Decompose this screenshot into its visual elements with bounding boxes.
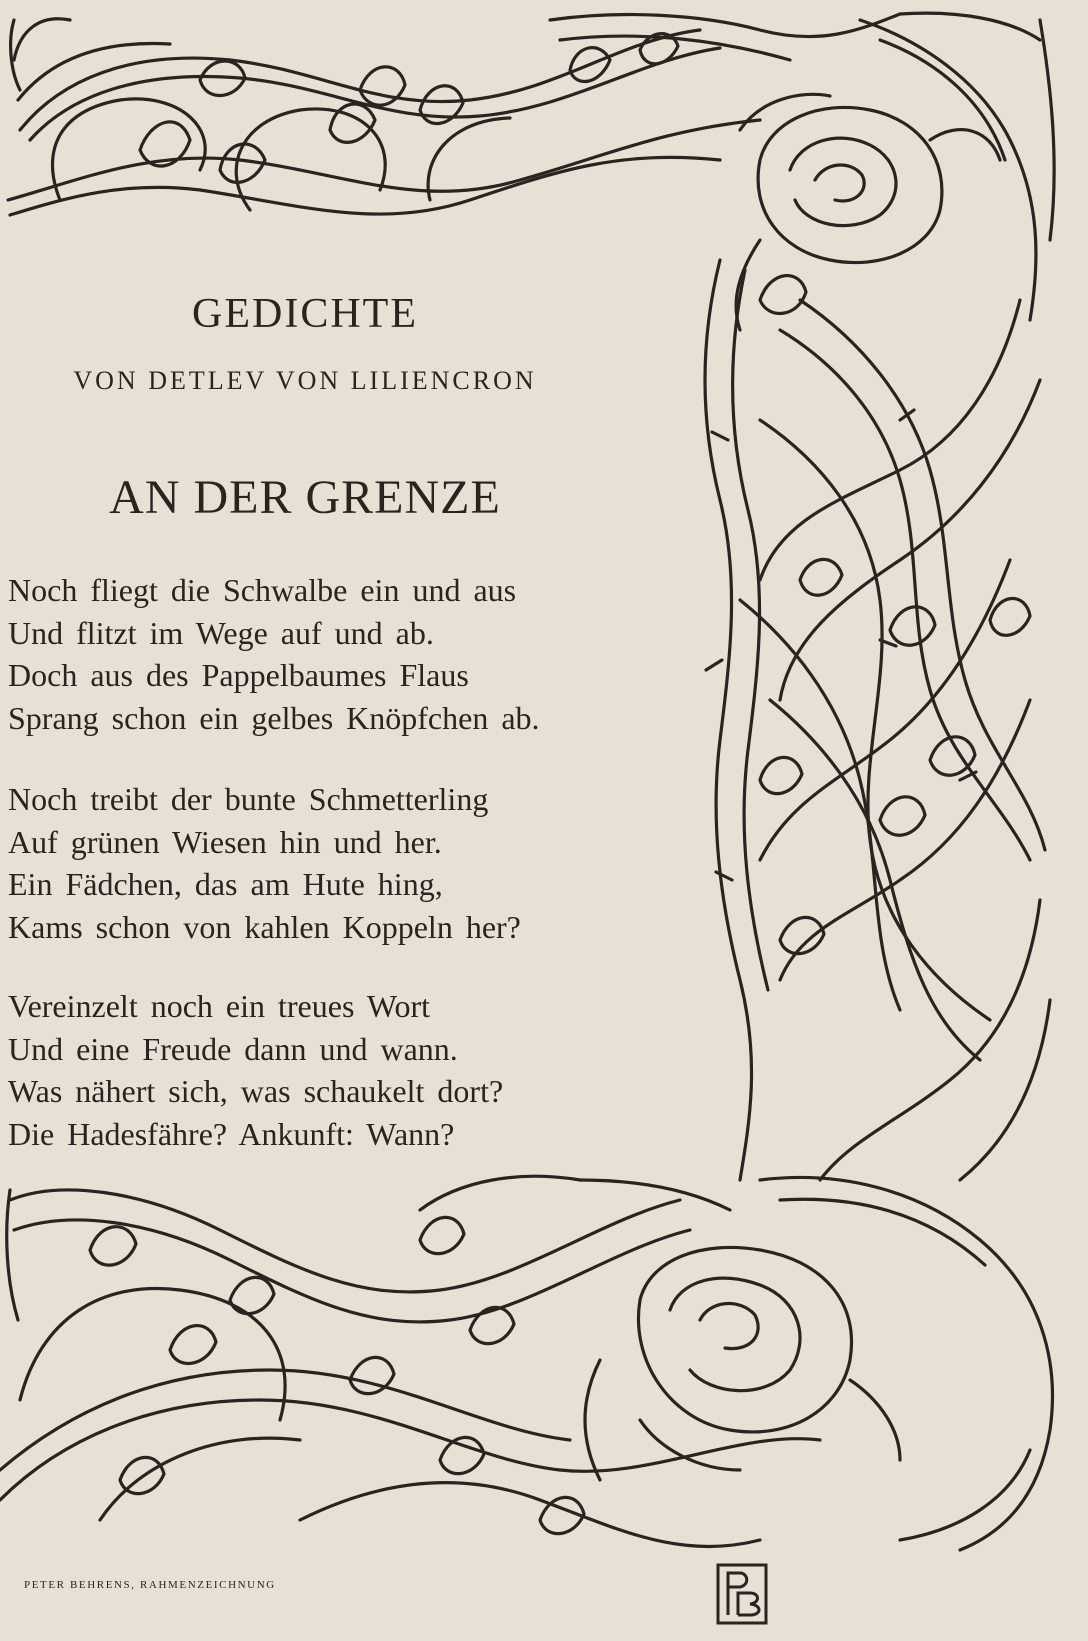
poem-line: Und eine Freude dann und wann.	[8, 1030, 458, 1067]
poem-title: AN DER GRENZE	[109, 471, 501, 524]
top-vine-band	[8, 13, 1054, 330]
stanza-2	[8, 778, 608, 948]
collection-title: GEDICHTE	[192, 291, 418, 337]
author-line: VON DETLEV VON LILIENCRON	[73, 366, 537, 395]
poem-line: Doch aus des Pappelbaumes Flaus	[8, 657, 469, 693]
right-vine-band	[705, 260, 1050, 1180]
poem-line: Auf grünen Wiesen hin und her.	[8, 823, 442, 860]
poem-line: Was nähert sich, was schaukelt dort?	[8, 1073, 504, 1109]
poem-line: Sprang schon ein gelbes Knöpfchen ab.	[8, 699, 540, 736]
poem-line: Und flitzt im Wege auf und ab.	[8, 614, 434, 651]
illustrator-credit: PETER BEHRENS, RAHMENZEICHNUNG	[24, 1579, 276, 1591]
bottom-vine-band	[0, 1176, 1052, 1550]
poem-line: Noch treibt der bunte Schmetterling	[8, 781, 489, 817]
stanza-3	[8, 985, 608, 1155]
poem-line: Die Hadesfähre? Ankunft: Wann?	[8, 1115, 455, 1152]
poem-line: Ein Fädchen, das am Hute hing,	[8, 866, 443, 902]
pb-monogram-logo	[716, 1563, 768, 1625]
poem-line: Kams schon von kahlen Koppeln her?	[8, 908, 521, 945]
stanza-1	[8, 569, 608, 739]
poem-line: Noch fliegt die Schwalbe ein und aus	[8, 572, 517, 608]
poem-line: Vereinzelt noch ein treues Wort	[8, 988, 431, 1024]
